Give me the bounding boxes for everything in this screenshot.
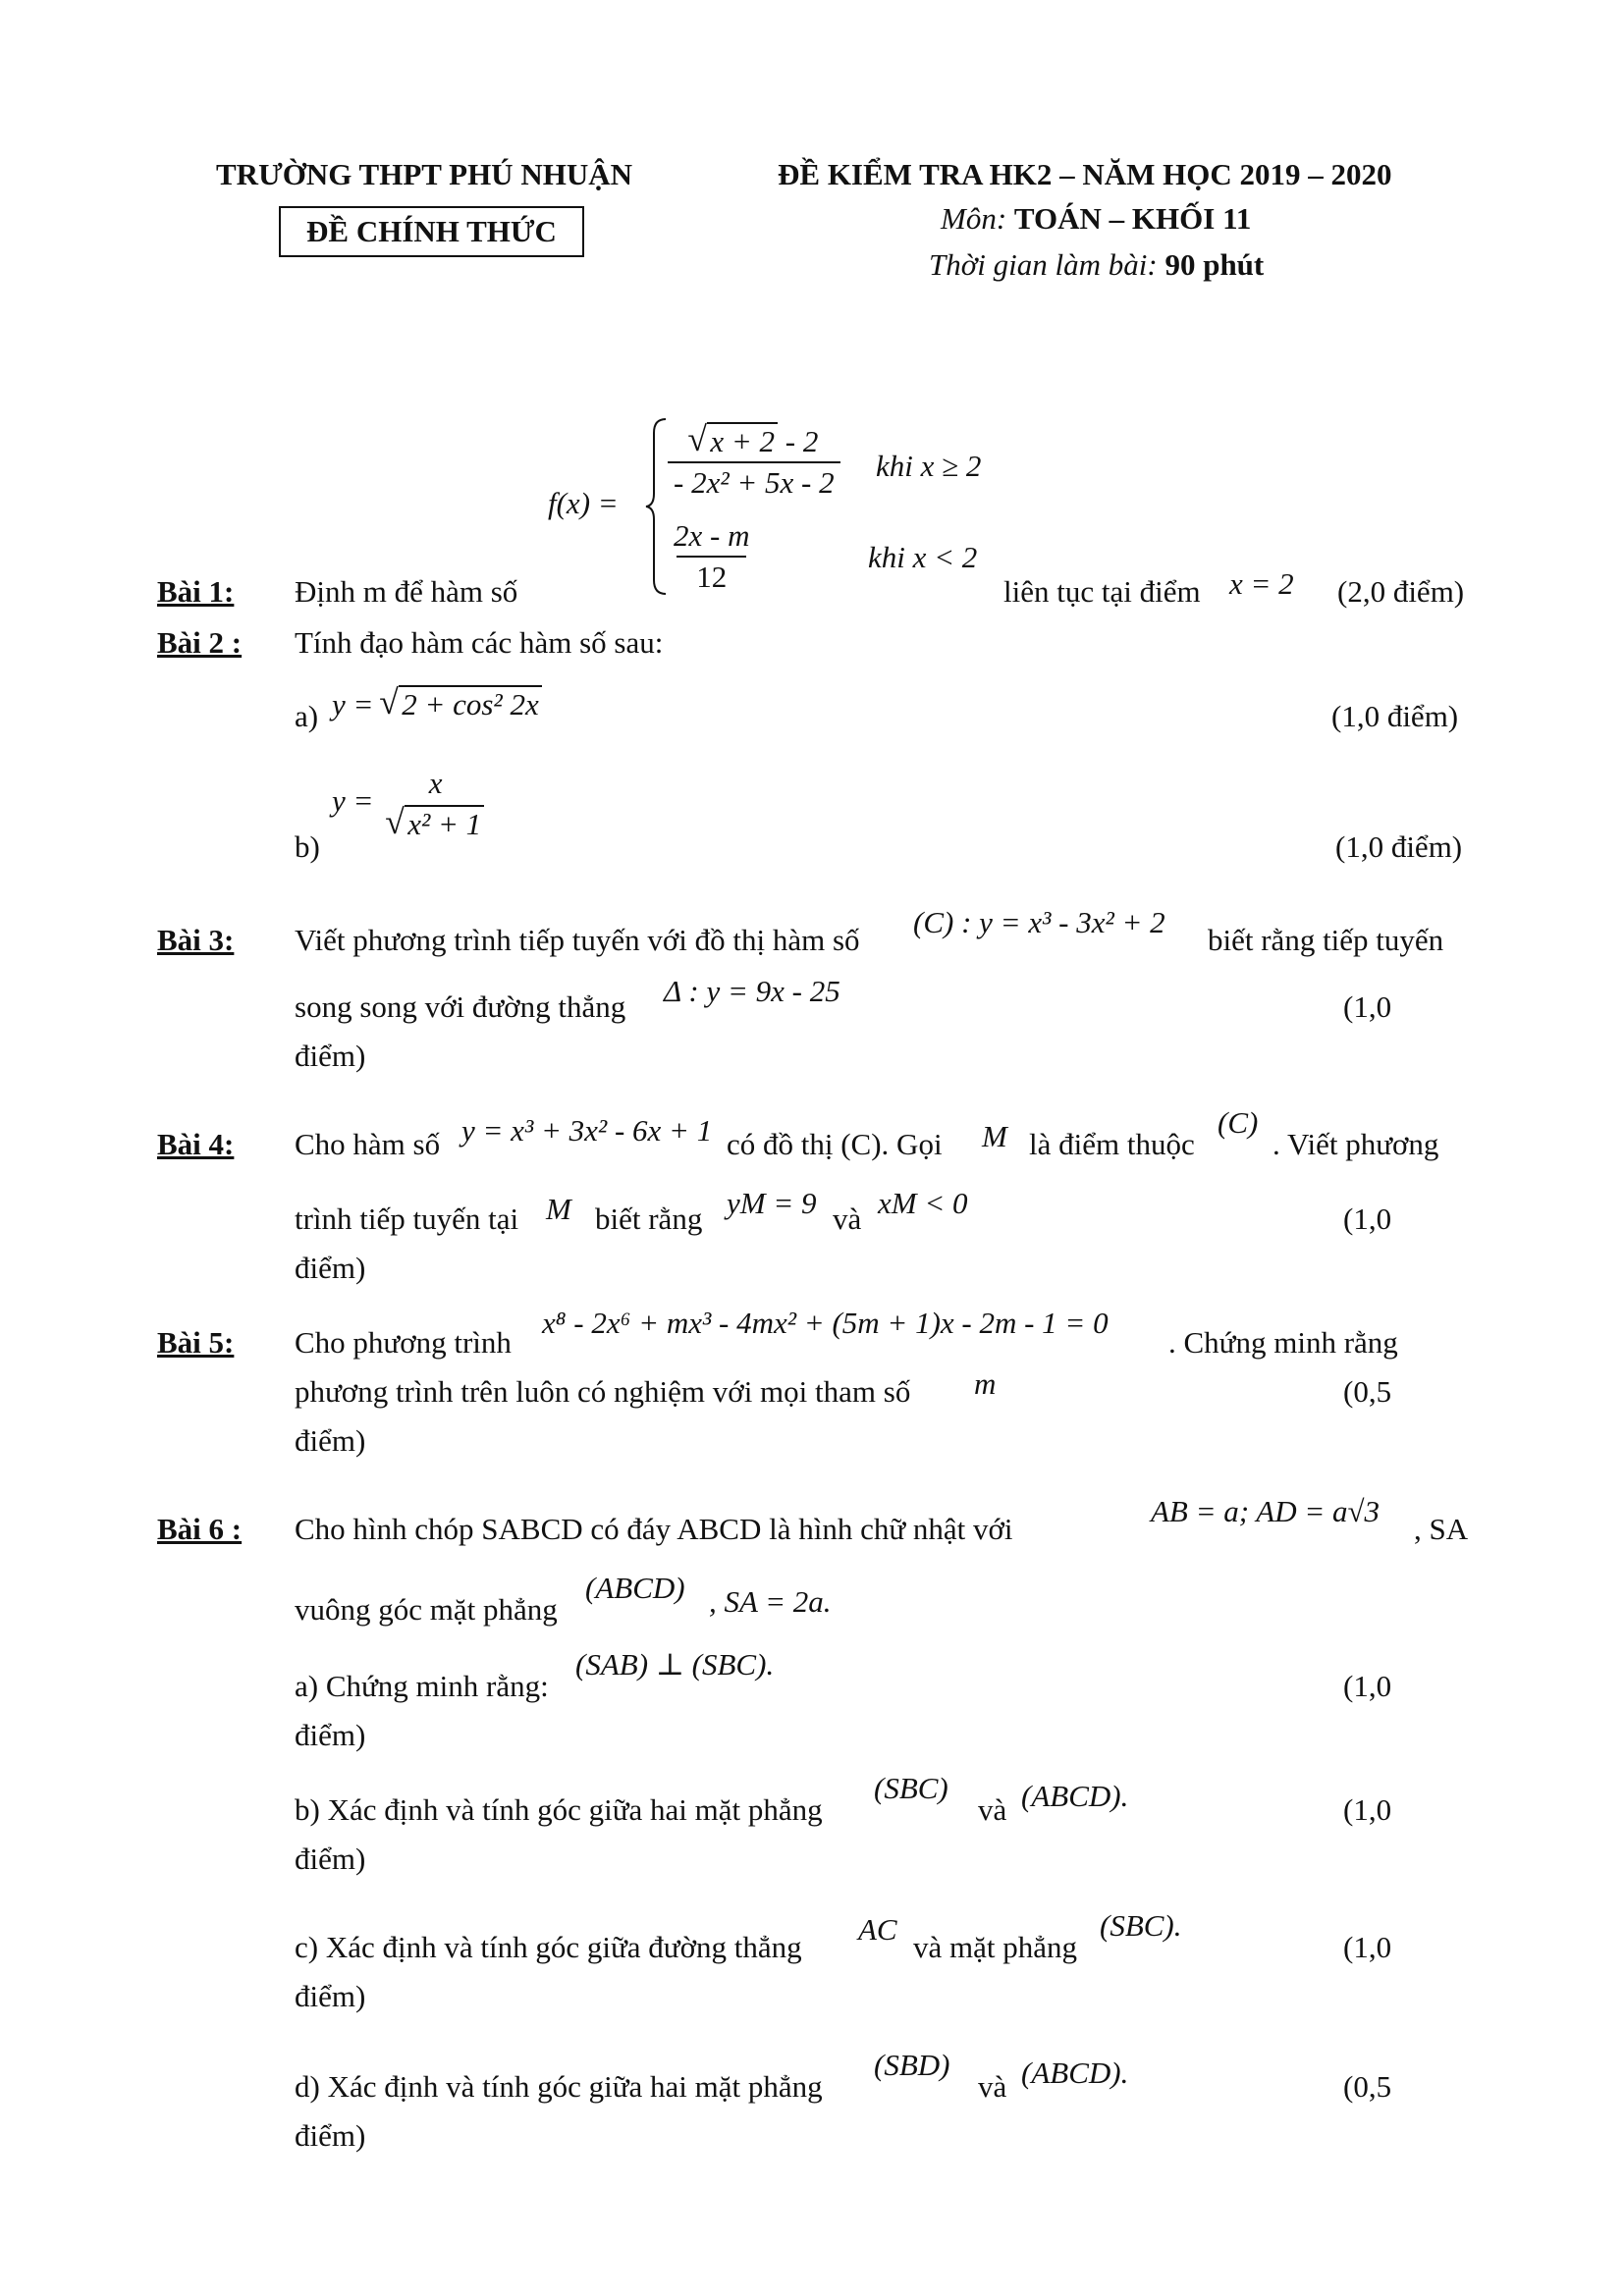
official-badge: ĐỀ CHÍNH THỨC: [279, 206, 584, 257]
problem-2a-lhs: y =: [332, 687, 374, 721]
problem-4-text-a: Cho hàm số: [295, 1127, 441, 1161]
piece2-denominator: 12: [677, 556, 746, 595]
problem-6a-points-b: điểm): [295, 1718, 366, 1752]
problem-6c-points-b: điểm): [295, 1979, 366, 2013]
brace-icon: [644, 417, 668, 596]
problem-5-points-b: điểm): [295, 1423, 366, 1458]
problem-6c-points-a: (1,0: [1343, 1930, 1392, 1964]
problem-1-label: Bài 1:: [157, 574, 235, 609]
problem-6b-plane-1: (SBC): [874, 1771, 948, 1805]
problem-6d-and: và: [978, 2069, 1007, 2104]
problem-4-C: (C): [1218, 1105, 1259, 1140]
problem-1-points: (2,0 điểm): [1337, 574, 1465, 609]
problem-6d-points-a: (0,5: [1343, 2069, 1392, 2104]
problem-3-label: Bài 3:: [157, 923, 235, 957]
problem-2a-expression: [332, 685, 542, 722]
problem-6c-line: AC: [858, 1912, 897, 1947]
problem-6a-points-a: (1,0: [1343, 1669, 1392, 1703]
problem-2b-label: b): [295, 829, 320, 864]
problem-2b-expression: [332, 766, 490, 842]
problem-4-points-b: điểm): [295, 1251, 366, 1285]
problem-6-text-b: , SA: [1414, 1512, 1469, 1546]
problem-1-text-a: Định m để hàm số: [295, 574, 518, 609]
problem-4-text-g: và: [833, 1201, 862, 1236]
problem-5-label: Bài 5:: [157, 1325, 235, 1360]
problem-2-text: Tính đạo hàm các hàm số sau:: [295, 625, 664, 660]
problem-4-text-c: là điểm thuộc: [1029, 1127, 1195, 1161]
problem-6-plane: (ABCD): [585, 1571, 685, 1605]
piece2-numerator: 2x - m: [674, 518, 750, 553]
school-name: TRƯỜNG THPT PHÚ NHUẬN: [216, 157, 632, 191]
subject-label: Môn:: [941, 201, 1007, 236]
problem-4-M2: M: [546, 1192, 571, 1226]
problem-3-text-c: song song với đường thẳng: [295, 989, 626, 1024]
problem-6a-text: a) Chứng minh rằng:: [295, 1669, 549, 1703]
problem-4-text-d: . Viết phương: [1272, 1127, 1439, 1161]
fx-label: f(x) =: [548, 486, 619, 520]
problem-1-point: x = 2: [1229, 566, 1294, 601]
problem-6d-text: d) Xác định và tính góc giữa hai mặt phẳng: [295, 2069, 823, 2104]
problem-2a-radicand: 2 + cos² 2x: [399, 685, 542, 722]
problem-2b-radicand: x² + 1: [405, 805, 484, 842]
problem-1-text-b: liên tục tại điểm: [1003, 574, 1201, 609]
piece2-fraction: [668, 518, 755, 595]
problem-2b-numerator: x: [428, 766, 443, 800]
problem-6-text-a: Cho hình chóp SABCD có đáy ABCD là hình chữ nhật với: [295, 1512, 1013, 1546]
piece2-condition: khi x < 2: [868, 540, 978, 574]
problem-6b-plane-2: (ABCD).: [1021, 1779, 1129, 1813]
problem-6a-expression: (SAB) ⊥ (SBC).: [575, 1647, 775, 1682]
problem-5-text-a: Cho phương trình: [295, 1325, 512, 1360]
time-line: [929, 247, 1264, 283]
problem-6-text-c: vuông góc mặt phẳng: [295, 1592, 558, 1627]
problem-3-line: Δ : y = 9x - 25: [664, 974, 840, 1008]
problem-3-text-a: Viết phương trình tiếp tuyến với đồ thị hàm số: [295, 923, 860, 957]
problem-2b-points: (1,0 điểm): [1335, 829, 1463, 864]
problem-6c-and: và mặt phẳng: [913, 1930, 1078, 1964]
problem-5-text-c: phương trình trên luôn có nghiệm với mọi tham số: [295, 1374, 911, 1409]
piece1-numerator-radicand: x + 2: [707, 422, 778, 459]
piecewise-brace: [644, 417, 668, 596]
problem-2-label: Bài 2 :: [157, 625, 243, 660]
problem-6b-and: và: [978, 1792, 1007, 1827]
problem-3-points-a: (1,0: [1343, 989, 1392, 1024]
time-label: Thời gian làm bài:: [929, 247, 1158, 282]
piece1-fraction: [668, 422, 840, 501]
problem-6-label: Bài 6 :: [157, 1512, 243, 1546]
problem-4-text-f: biết rằng: [595, 1201, 703, 1236]
problem-4-M: M: [982, 1119, 1007, 1153]
problem-6b-points-b: điểm): [295, 1842, 366, 1876]
piece1-condition: khi x ≥ 2: [876, 449, 982, 483]
subject-line: [941, 201, 1251, 237]
problem-6-dimensions: AB = a; AD = a√3: [1151, 1494, 1380, 1528]
problem-5-equation: x⁸ - 2x⁶ + mx³ - 4mx² + (5m + 1)x - 2m - 1 = 0: [542, 1306, 1109, 1340]
problem-4-yM: yM = 9: [727, 1186, 817, 1220]
problem-2b-lhs: y =: [332, 783, 374, 819]
problem-4-points-a: (1,0: [1343, 1201, 1392, 1236]
problem-2a-label: a): [295, 699, 319, 733]
problem-2a-points: (1,0 điểm): [1331, 699, 1459, 733]
problem-6d-plane-2: (ABCD).: [1021, 2056, 1129, 2090]
problem-6b-points-a: (1,0: [1343, 1792, 1392, 1827]
subject-value: TOÁN – KHỐI 11: [1013, 201, 1252, 236]
piece1-numerator-tail: - 2: [778, 424, 819, 458]
time-value: 90 phút: [1164, 247, 1265, 282]
problem-4-label: Bài 4:: [157, 1127, 235, 1161]
problem-5-m: m: [974, 1366, 997, 1401]
problem-6-sa: , SA = 2a.: [709, 1584, 832, 1619]
problem-6d-points-b: điểm): [295, 2118, 366, 2153]
problem-4-text-e: trình tiếp tuyến tại: [295, 1201, 519, 1236]
problem-4-xM: xM < 0: [878, 1186, 968, 1220]
problem-3-points-b: điểm): [295, 1039, 366, 1073]
problem-5-text-b: . Chứng minh rằng: [1168, 1325, 1398, 1360]
problem-6c-text: c) Xác định và tính góc giữa đường thẳng: [295, 1930, 802, 1964]
exam-title: ĐỀ KIỂM TRA HK2 – NĂM HỌC 2019 – 2020: [778, 157, 1392, 191]
problem-6d-plane-1: (SBD): [874, 2048, 950, 2082]
problem-5-points-a: (0,5: [1343, 1374, 1392, 1409]
problem-4-function: y = x³ + 3x² - 6x + 1: [461, 1113, 713, 1148]
problem-6c-plane: (SBC).: [1100, 1908, 1182, 1943]
problem-3-text-b: biết rằng tiếp tuyến: [1208, 923, 1444, 957]
problem-4-text-b: có đồ thị (C). Gọi: [727, 1127, 943, 1161]
piece1-denominator: - 2x² + 5x - 2: [668, 461, 840, 501]
problem-6b-text: b) Xác định và tính góc giữa hai mặt phẳng: [295, 1792, 823, 1827]
problem-3-curve: (C) : y = x³ - 3x² + 2: [913, 905, 1165, 939]
